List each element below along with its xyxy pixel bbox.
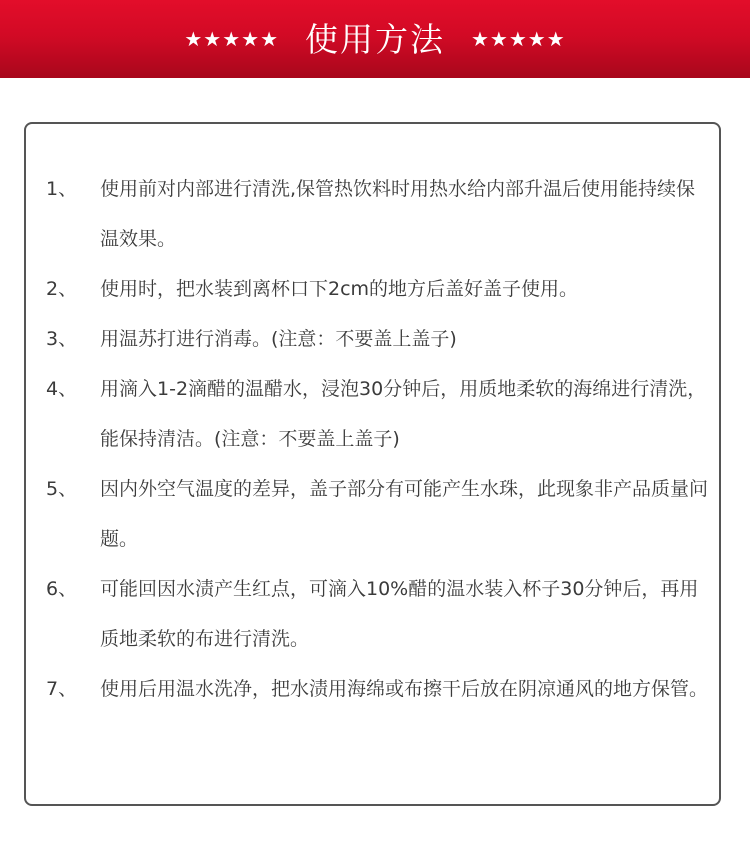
title-banner <box>0 0 750 78</box>
star-rating-icon-left: ★★★★★ <box>184 27 279 51</box>
instruction-text: 用滴入1-2滴醋的温醋水，浸泡30分钟后，用质地柔软的海绵进行清洗，能保持清洁。(注意：不要盖上盖子) <box>100 378 707 450</box>
instructions-panel <box>24 122 721 806</box>
instruction-number: 6、 <box>46 578 78 600</box>
instruction-text: 可能回因水渍产生红点，可滴入10%醋的温水装入杯子30分钟后，再用质地柔软的布进行清洗。 <box>100 578 699 650</box>
star-rating-icon-right: ★★★★★ <box>471 27 566 51</box>
instruction-text: 因内外空气温度的差异，盖子部分有可能产生水珠，此现象非产品质量问题。 <box>100 478 709 550</box>
instruction-number: 2、 <box>46 278 78 300</box>
instruction-number: 1、 <box>46 178 78 200</box>
instruction-text: 用温苏打进行消毒。(注意：不要盖上盖子) <box>100 328 457 350</box>
instruction-text: 使用时，把水装到离杯口下2cm的地方后盖好盖子使用。 <box>100 278 579 300</box>
instruction-number: 4、 <box>46 378 78 400</box>
instruction-number: 7、 <box>46 678 78 700</box>
instruction-text: 使用前对内部进行清洗,保管热饮料时用热水给内部升温后使用能持续保温效果。 <box>100 178 696 250</box>
page-title: 使用方法 <box>305 19 445 59</box>
instruction-number: 5、 <box>46 478 78 500</box>
instruction-text: 使用后用温水洗净，把水渍用海绵或布擦干后放在阴凉通风的地方保管。 <box>100 678 709 700</box>
instruction-number: 3、 <box>46 328 78 350</box>
